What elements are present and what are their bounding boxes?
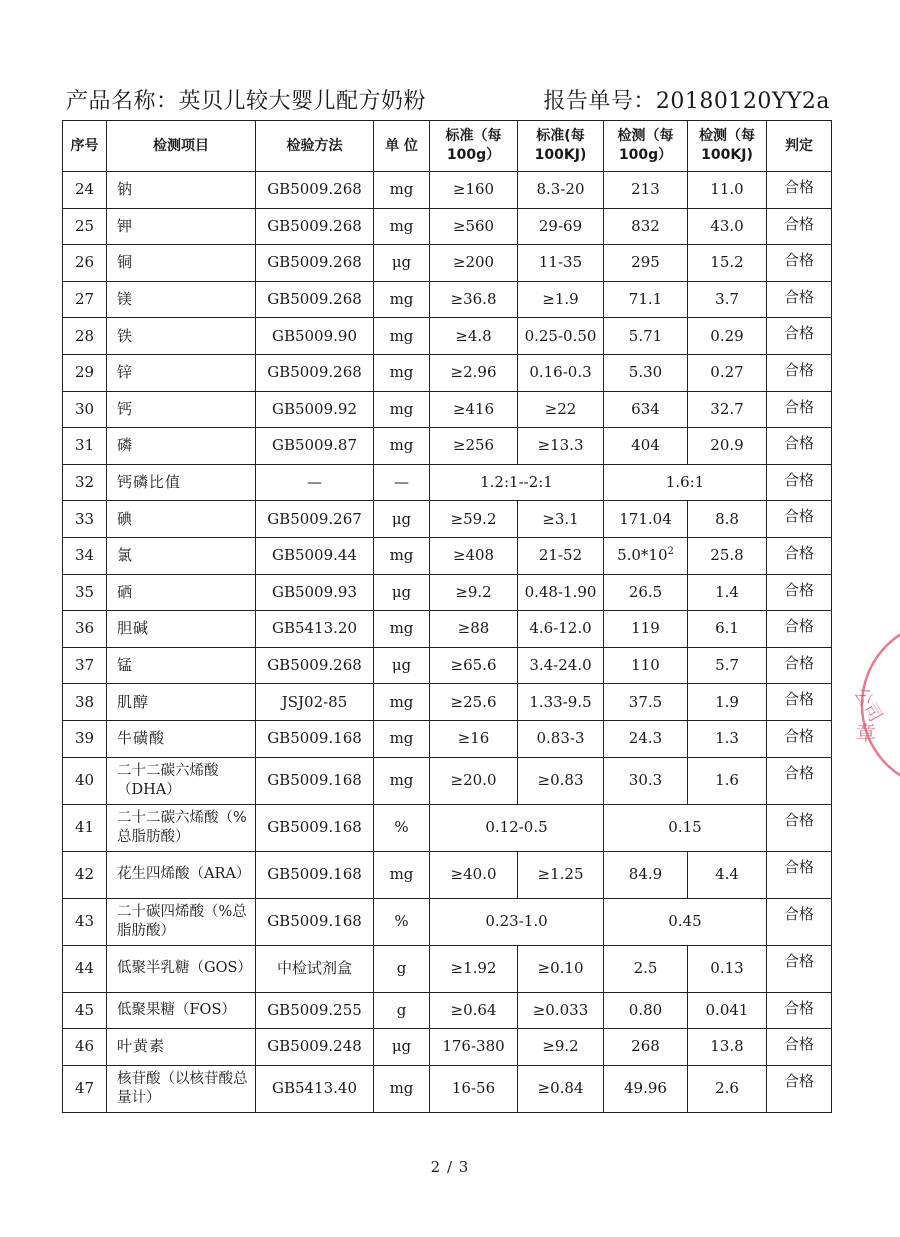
result-per-100kj: 43.0: [688, 208, 767, 245]
row-number: 38: [63, 684, 107, 721]
test-item: 铁: [107, 318, 256, 355]
standard-per-100kj: ≥13.3: [518, 428, 604, 465]
standard-per-100g: ≥200: [430, 245, 518, 282]
verdict: 合格: [767, 684, 832, 721]
test-item: 钙磷比值: [107, 464, 256, 501]
standard-per-100g: ≥36.8: [430, 281, 518, 318]
result-per-100g: 119: [604, 611, 688, 648]
verdict: 合格: [767, 757, 832, 804]
report-header: [66, 84, 830, 115]
verdict: 合格: [767, 318, 832, 355]
standard-per-100kj: 29-69: [518, 208, 604, 245]
test-method: GB5009.268: [256, 281, 374, 318]
table-row: [63, 647, 832, 684]
unit: mg: [374, 172, 430, 209]
table-row: [63, 684, 832, 721]
standard-per-100kj: ≥22: [518, 391, 604, 428]
result-per-100g: 26.5: [604, 574, 688, 611]
test-item: 核苷酸（以核苷酸总量计）: [107, 1065, 256, 1112]
table-row: [63, 245, 832, 282]
verdict: 合格: [767, 354, 832, 391]
standard-merged: 1.2:1--2:1: [430, 464, 604, 501]
test-item: 低聚半乳糖（GOS）: [107, 945, 256, 992]
standard-per-100kj: ≥0.033: [518, 992, 604, 1029]
result-per-100g: 30.3: [604, 757, 688, 804]
table-row: [63, 537, 832, 574]
unit: —: [374, 464, 430, 501]
standard-per-100g: ≥20.0: [430, 757, 518, 804]
test-method: GB5009.168: [256, 898, 374, 945]
result-per-100kj: 1.4: [688, 574, 767, 611]
unit: mg: [374, 318, 430, 355]
col-header-verdict: 判定: [767, 121, 832, 172]
result-per-100kj: 1.6: [688, 757, 767, 804]
result-per-100kj: 13.8: [688, 1029, 767, 1066]
table-row: [63, 757, 832, 804]
verdict: 合格: [767, 208, 832, 245]
result-per-100kj: 5.7: [688, 647, 767, 684]
test-item: 钙: [107, 391, 256, 428]
result-per-100g: [604, 537, 688, 574]
col-header-item: 检测项目: [107, 121, 256, 172]
row-number: 32: [63, 464, 107, 501]
test-method: GB5413.20: [256, 611, 374, 648]
table-row: [63, 391, 832, 428]
result-per-100g: 0.80: [604, 992, 688, 1029]
test-method: GB5009.93: [256, 574, 374, 611]
table-row: [63, 428, 832, 465]
test-item: 二十碳四烯酸（%总脂肪酸）: [107, 898, 256, 945]
verdict: 合格: [767, 574, 832, 611]
test-method: GB5009.255: [256, 992, 374, 1029]
result-per-100kj: 6.1: [688, 611, 767, 648]
col-header-std-100g: 标准（每100g）: [430, 121, 518, 172]
standard-per-100g: ≥65.6: [430, 647, 518, 684]
result-per-100kj: 0.13: [688, 945, 767, 992]
test-item: 氯: [107, 537, 256, 574]
result-per-100kj: 0.041: [688, 992, 767, 1029]
unit: mg: [374, 1065, 430, 1112]
test-item: 肌醇: [107, 684, 256, 721]
test-method: GB5009.92: [256, 391, 374, 428]
standard-per-100g: ≥59.2: [430, 501, 518, 538]
standard-per-100kj: ≥9.2: [518, 1029, 604, 1066]
unit: μg: [374, 647, 430, 684]
verdict: 合格: [767, 611, 832, 648]
unit: mg: [374, 428, 430, 465]
test-method: GB5009.87: [256, 428, 374, 465]
test-results-table: [62, 120, 832, 1113]
result-per-100g: 24.3: [604, 720, 688, 757]
result-value-base: 5.0*10: [617, 546, 668, 565]
result-per-100kj: 4.4: [688, 851, 767, 898]
test-item: 碘: [107, 501, 256, 538]
result-per-100g: 5.71: [604, 318, 688, 355]
report-number: 报告单号：20180120YY2a: [543, 89, 830, 114]
test-method: GB5009.44: [256, 537, 374, 574]
unit: mg: [374, 391, 430, 428]
test-method: GB5009.267: [256, 501, 374, 538]
row-number: 26: [63, 245, 107, 282]
result-per-100g: 832: [604, 208, 688, 245]
test-item: 磷: [107, 428, 256, 465]
standard-merged: 0.23-1.0: [430, 898, 604, 945]
test-item: 二十二碳六烯酸（%总脂肪酸）: [107, 804, 256, 851]
test-method: GB5009.168: [256, 720, 374, 757]
result-per-100kj: 20.9: [688, 428, 767, 465]
col-header-method: 检验方法: [256, 121, 374, 172]
result-merged: 1.6:1: [604, 464, 767, 501]
table-row: [63, 992, 832, 1029]
verdict: 合格: [767, 464, 832, 501]
result-per-100kj: 3.7: [688, 281, 767, 318]
verdict: 合格: [767, 501, 832, 538]
unit: mg: [374, 537, 430, 574]
standard-per-100g: ≥256: [430, 428, 518, 465]
test-method: GB5009.168: [256, 804, 374, 851]
table-row: [63, 720, 832, 757]
row-number: 31: [63, 428, 107, 465]
table-row: [63, 1065, 832, 1112]
col-header-result-100kj: 检测（每100KJ): [688, 121, 767, 172]
result-per-100g: 213: [604, 172, 688, 209]
test-item: 花生四烯酸（ARA）: [107, 851, 256, 898]
unit: %: [374, 898, 430, 945]
standard-per-100g: 176-380: [430, 1029, 518, 1066]
test-method: GB5009.268: [256, 245, 374, 282]
verdict: 合格: [767, 898, 832, 945]
verdict: 合格: [767, 804, 832, 851]
result-per-100kj: 32.7: [688, 391, 767, 428]
standard-per-100g: ≥416: [430, 391, 518, 428]
result-per-100kj: 0.27: [688, 354, 767, 391]
result-per-100g: 49.96: [604, 1065, 688, 1112]
product-name: 产品名称：英贝儿较大婴儿配方奶粉: [66, 89, 427, 114]
standard-per-100kj: 0.25-0.50: [518, 318, 604, 355]
verdict: 合格: [767, 1065, 832, 1112]
col-header-std-100kj: 标准(每100KJ): [518, 121, 604, 172]
test-method: GB5009.268: [256, 354, 374, 391]
test-method: GB5009.268: [256, 208, 374, 245]
result-per-100kj: 1.9: [688, 684, 767, 721]
standard-per-100g: ≥560: [430, 208, 518, 245]
test-item: 钾: [107, 208, 256, 245]
unit: g: [374, 945, 430, 992]
row-number: 36: [63, 611, 107, 648]
test-item: 低聚果糖（FOS）: [107, 992, 256, 1029]
standard-per-100kj: 4.6-12.0: [518, 611, 604, 648]
row-number: 42: [63, 851, 107, 898]
standard-per-100kj: 11-35: [518, 245, 604, 282]
row-number: 46: [63, 1029, 107, 1066]
unit: μg: [374, 501, 430, 538]
result-per-100g: 71.1: [604, 281, 688, 318]
test-item: 叶黄素: [107, 1029, 256, 1066]
test-method: GB5009.268: [256, 172, 374, 209]
row-number: 45: [63, 992, 107, 1029]
test-method: GB5009.90: [256, 318, 374, 355]
verdict: 合格: [767, 851, 832, 898]
unit: mg: [374, 281, 430, 318]
standard-per-100kj: ≥0.83: [518, 757, 604, 804]
test-method: GB5009.168: [256, 757, 374, 804]
standard-per-100kj: 0.83-3: [518, 720, 604, 757]
test-method: GB5009.248: [256, 1029, 374, 1066]
standard-per-100g: ≥16: [430, 720, 518, 757]
standard-per-100kj: ≥1.25: [518, 851, 604, 898]
result-per-100g: 634: [604, 391, 688, 428]
row-number: 30: [63, 391, 107, 428]
standard-per-100g: ≥1.92: [430, 945, 518, 992]
svg-text:章: 章: [856, 721, 876, 745]
standard-per-100kj: ≥0.10: [518, 945, 604, 992]
result-per-100g: 171.04: [604, 501, 688, 538]
row-number: 40: [63, 757, 107, 804]
standard-per-100kj: 1.33-9.5: [518, 684, 604, 721]
result-per-100kj: 1.3: [688, 720, 767, 757]
row-number: 43: [63, 898, 107, 945]
row-number: 44: [63, 945, 107, 992]
unit: mg: [374, 684, 430, 721]
test-item: 二十二碳六烯酸（DHA）: [107, 757, 256, 804]
unit: mg: [374, 611, 430, 648]
table-row: [63, 898, 832, 945]
unit: μg: [374, 1029, 430, 1066]
table-row: [63, 318, 832, 355]
unit: mg: [374, 354, 430, 391]
table-row: [63, 945, 832, 992]
result-value-exponent: 2: [667, 546, 674, 558]
table-row: [63, 611, 832, 648]
row-number: 28: [63, 318, 107, 355]
table-row: [63, 574, 832, 611]
verdict: 合格: [767, 245, 832, 282]
col-header-result-100g: 检测（每100g）: [604, 121, 688, 172]
test-item: 锌: [107, 354, 256, 391]
table-header-row: [63, 121, 832, 172]
result-per-100g: 295: [604, 245, 688, 282]
result-per-100g: 84.9: [604, 851, 688, 898]
standard-per-100kj: 0.16-0.3: [518, 354, 604, 391]
result-per-100kj: 2.6: [688, 1065, 767, 1112]
test-item: 镁: [107, 281, 256, 318]
verdict: 合格: [767, 281, 832, 318]
row-number: 27: [63, 281, 107, 318]
result-per-100g: 2.5: [604, 945, 688, 992]
unit: μg: [374, 245, 430, 282]
standard-per-100g: ≥408: [430, 537, 518, 574]
standard-per-100g: ≥0.64: [430, 992, 518, 1029]
verdict: 合格: [767, 537, 832, 574]
row-number: 37: [63, 647, 107, 684]
verdict: 合格: [767, 1029, 832, 1066]
result-per-100g: 268: [604, 1029, 688, 1066]
unit: g: [374, 992, 430, 1029]
result-per-100kj: 0.29: [688, 318, 767, 355]
standard-per-100kj: 3.4-24.0: [518, 647, 604, 684]
table-row: [63, 208, 832, 245]
standard-per-100kj: 8.3-20: [518, 172, 604, 209]
table-row: [63, 281, 832, 318]
standard-per-100g: ≥160: [430, 172, 518, 209]
row-number: 39: [63, 720, 107, 757]
test-item: 铜: [107, 245, 256, 282]
table-row: [63, 501, 832, 538]
row-number: 25: [63, 208, 107, 245]
row-number: 33: [63, 501, 107, 538]
standard-per-100kj: 21-52: [518, 537, 604, 574]
verdict: 合格: [767, 945, 832, 992]
row-number: 24: [63, 172, 107, 209]
verdict: 合格: [767, 992, 832, 1029]
table-row: [63, 172, 832, 209]
test-method: GB5413.40: [256, 1065, 374, 1112]
unit: mg: [374, 208, 430, 245]
result-per-100kj: 11.0: [688, 172, 767, 209]
unit: %: [374, 804, 430, 851]
unit: μg: [374, 574, 430, 611]
row-number: 47: [63, 1065, 107, 1112]
row-number: 41: [63, 804, 107, 851]
result-per-100g: 5.30: [604, 354, 688, 391]
standard-per-100kj: ≥3.1: [518, 501, 604, 538]
unit: mg: [374, 720, 430, 757]
result-per-100g: 110: [604, 647, 688, 684]
standard-per-100g: ≥88: [430, 611, 518, 648]
verdict: 合格: [767, 428, 832, 465]
verdict: 合格: [767, 172, 832, 209]
standard-per-100kj: ≥1.9: [518, 281, 604, 318]
test-item: 胆碱: [107, 611, 256, 648]
table-row: [63, 1029, 832, 1066]
test-item: 钠: [107, 172, 256, 209]
standard-merged: 0.12-0.5: [430, 804, 604, 851]
standard-per-100g: 16-56: [430, 1065, 518, 1112]
result-merged: 0.15: [604, 804, 767, 851]
test-method: GB5009.268: [256, 647, 374, 684]
test-item: 锰: [107, 647, 256, 684]
company-seal-stamp: [836, 620, 900, 790]
table-row: [63, 464, 832, 501]
test-method: JSJ02-85: [256, 684, 374, 721]
test-method: —: [256, 464, 374, 501]
col-header-no: 序号: [63, 121, 107, 172]
standard-per-100kj: ≥0.84: [518, 1065, 604, 1112]
test-item: 牛磺酸: [107, 720, 256, 757]
test-method: 中检试剂盒: [256, 945, 374, 992]
standard-per-100g: ≥9.2: [430, 574, 518, 611]
verdict: 合格: [767, 720, 832, 757]
svg-text:公司: 公司: [849, 684, 886, 726]
row-number: 35: [63, 574, 107, 611]
standard-per-100g: ≥40.0: [430, 851, 518, 898]
table-row: [63, 804, 832, 851]
test-method: GB5009.168: [256, 851, 374, 898]
result-per-100g: 37.5: [604, 684, 688, 721]
row-number: 34: [63, 537, 107, 574]
row-number: 29: [63, 354, 107, 391]
test-item: 硒: [107, 574, 256, 611]
result-per-100g: 404: [604, 428, 688, 465]
standard-per-100g: ≥2.96: [430, 354, 518, 391]
col-header-unit: 单 位: [374, 121, 430, 172]
page-number: 2 / 3: [430, 1158, 470, 1176]
result-per-100kj: 8.8: [688, 501, 767, 538]
table-row: [63, 851, 832, 898]
standard-per-100kj: 0.48-1.90: [518, 574, 604, 611]
standard-per-100g: ≥25.6: [430, 684, 518, 721]
result-merged: 0.45: [604, 898, 767, 945]
result-per-100kj: 25.8: [688, 537, 767, 574]
unit: mg: [374, 757, 430, 804]
unit: mg: [374, 851, 430, 898]
table-row: [63, 354, 832, 391]
verdict: 合格: [767, 647, 832, 684]
standard-per-100g: ≥4.8: [430, 318, 518, 355]
verdict: 合格: [767, 391, 832, 428]
result-per-100kj: 15.2: [688, 245, 767, 282]
